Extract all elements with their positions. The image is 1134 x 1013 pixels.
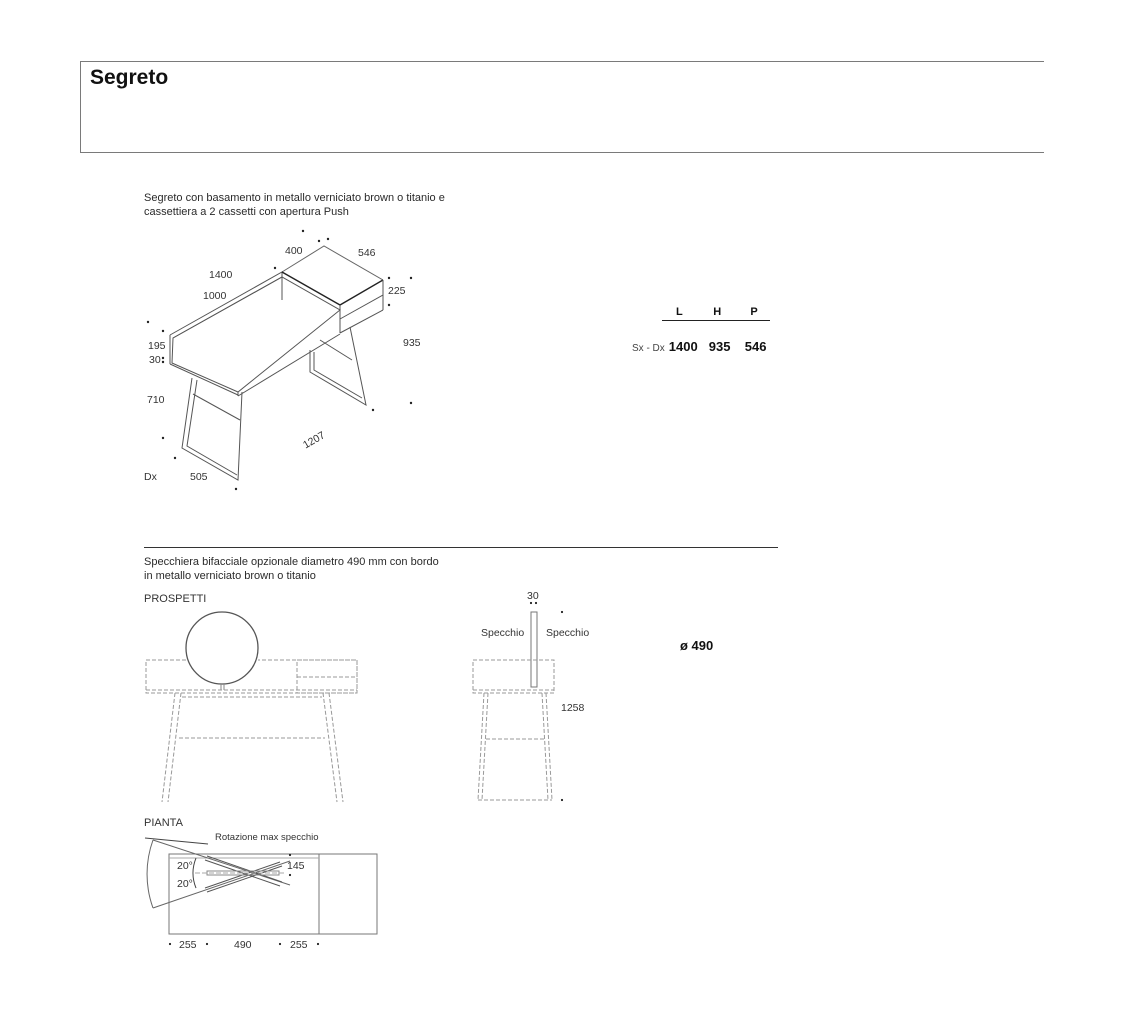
header-h: H (713, 306, 722, 318)
dim-505: 505 (190, 471, 208, 483)
front-elevation (146, 612, 357, 802)
dim-1207: 1207 (301, 429, 328, 452)
dim-1258: 1258 (561, 702, 585, 714)
angle-bottom: 20° (177, 878, 193, 890)
dim-546: 546 (358, 247, 376, 259)
side-label: Dx (144, 471, 157, 483)
value-h: 935 (708, 339, 731, 354)
page-title: Segreto (90, 66, 169, 89)
plan-dim-right: 255 (290, 939, 308, 951)
header-p: P (750, 306, 758, 318)
value-p: 546 (744, 339, 767, 354)
angle-top: 20° (177, 860, 193, 872)
dim-145: 145 (287, 860, 305, 872)
dim-1000: 1000 (203, 290, 227, 302)
mirror-label-left: Specchio (481, 627, 525, 639)
dim-195: 195 (148, 340, 166, 352)
mirror-label-right: Specchio (546, 627, 590, 639)
value-l: 1400 (668, 339, 698, 354)
dim-30-thickness: 30 (527, 590, 539, 602)
rotation-label: Rotazione max specchio (215, 832, 319, 843)
dim-710: 710 (147, 394, 165, 406)
plan-dim-center: 490 (234, 939, 252, 951)
plan-dim-left: 255 (179, 939, 197, 951)
header-l: L (676, 306, 683, 318)
mirror-circle (186, 612, 258, 684)
prospetti-label: PROSPETTI (144, 593, 207, 605)
dim-935: 935 (403, 337, 421, 349)
dim-1400: 1400 (209, 269, 233, 281)
pianta-label: PIANTA (144, 817, 183, 829)
mirror-description-line-2: in metallo verniciato brown o titanio (144, 570, 316, 582)
dim-400: 400 (285, 245, 303, 257)
mirror-description-line-1: Specchiera bifacciale opzionale diametro 490 mm con bordo (144, 556, 439, 568)
description-line-2: cassettiera a 2 cassetti con apertura Push (144, 206, 349, 218)
description-line-1: Segreto con basamento in metallo verniciato brown o titanio e (144, 192, 445, 204)
row-label: Sx - Dx (632, 343, 665, 354)
dim-30: 30 (149, 354, 161, 366)
dim-225: 225 (388, 285, 406, 297)
diameter-label: ø 490 (680, 638, 714, 653)
